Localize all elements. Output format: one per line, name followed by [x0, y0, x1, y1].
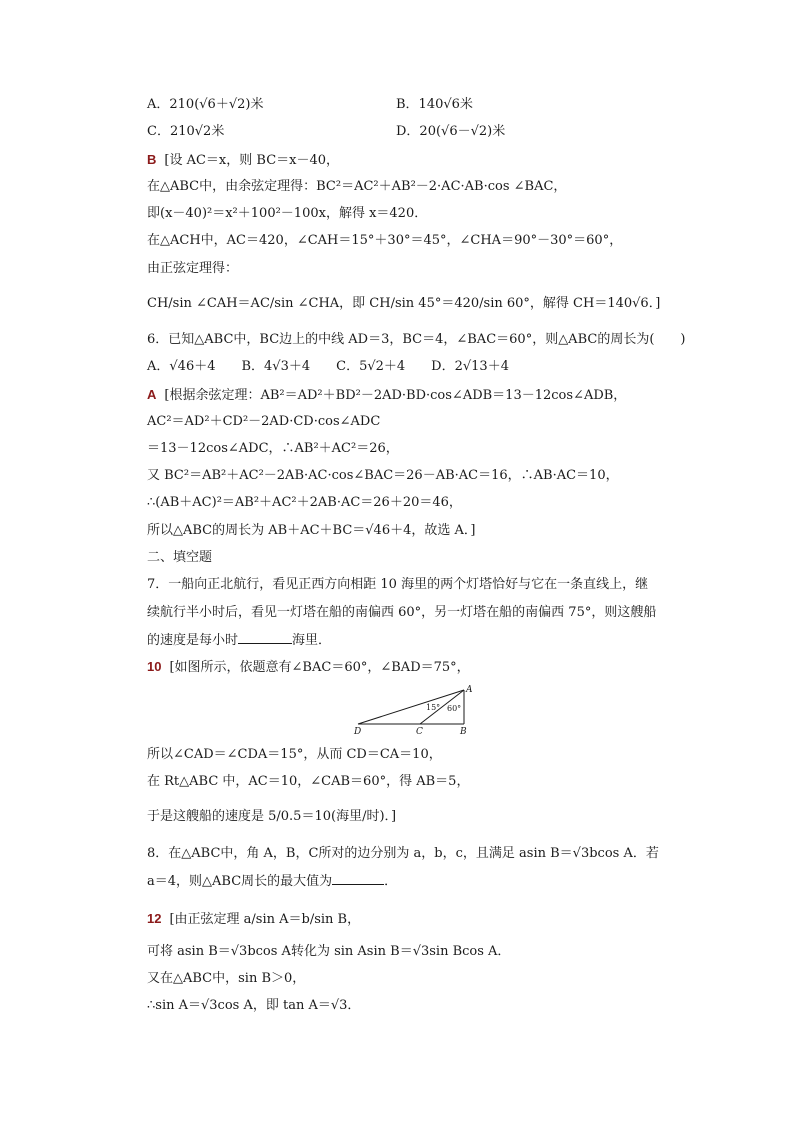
q8-stem-2b: ． — [384, 874, 398, 889]
q7-stem-2: 续航行半小时后，看见一灯塔在船的南偏西 60°，另一灯塔在船的南偏西 75°，则这艘船 — [147, 605, 657, 620]
q6-answer: A — [147, 387, 157, 402]
fig-label-c: C — [416, 727, 423, 737]
q8-stem-1: 8．在△ABC中，角 A，B，C所对的边分别为 a，b，c，且满足 asin B＝√3bcos A．若 — [147, 846, 659, 861]
q6-sol-2: AC²＝AD²＋CD²－2AD·CD·cos∠ADC — [147, 414, 381, 429]
q6-sol-6: 所以△ABC的周长为 AB＋AC＋BC＝√46＋4，故选 A．] — [147, 523, 476, 538]
q8-sol-1: [由正弦定理 a/sin A＝b/sin B， — [169, 912, 361, 927]
q7-sol-3: 在 Rt△ABC 中，AC＝10，∠CAB＝60°，得 AB＝5， — [147, 774, 470, 789]
q6-stem: 6．已知△ABC中，BC边上的中线 AD＝3，BC＝4，∠BAC＝60°，则△ABC的周长为( ) — [147, 332, 686, 347]
q7-solution-line-1 — [147, 658, 470, 677]
q5-sol-3: 即(x－40)²＝x²＋100²－100x，解得 x＝420． — [147, 206, 428, 221]
q5-option-c: C．210√2米 — [147, 124, 225, 139]
q7-sol-4: 于是这艘船的速度是 5/0.5＝10(海里/时)．] — [147, 809, 397, 824]
q8-answer: 12 — [147, 911, 162, 926]
fig-label-d: D — [354, 727, 362, 737]
q8-stem-2a: a＝4，则△ABC周长的最大值为 — [147, 874, 333, 889]
q6-sol-4: 又 BC²＝AB²＋AC²－2AB·AC·cos∠BAC＝26－AB·AC＝16，∴AB·AC＝10， — [147, 468, 619, 483]
q7-sol-2: 所以∠CAD＝∠CDA＝15°，从而 CD＝CA＝10， — [147, 747, 442, 762]
q5-option-d: D．20(√6－√2)米 — [396, 124, 506, 139]
q6-sol-1: [根据余弦定理：AB²＝AD²＋BD²－2AD·BD·cos∠ADB＝13－12cos∠ADB， — [164, 388, 627, 403]
q7-stem-3a: 的速度是每小时 — [147, 633, 239, 648]
fig-label-a: A — [466, 685, 473, 695]
q8-answer-blank — [332, 872, 384, 885]
fig-label-b: B — [460, 727, 467, 737]
section-title: 二、填空题 — [147, 550, 213, 565]
q6-solution-line-1 — [147, 386, 626, 405]
fig-angle-15: 15° — [426, 703, 441, 712]
q5-option-a: A．210(√6＋√2)米 — [147, 97, 264, 112]
q8-sol-3: 又在△ABC中，sin B＞0， — [147, 971, 306, 986]
q8-sol-2: 可将 asin B＝√3bcos A转化为 sin Asin B＝√3sin Bcos A． — [147, 944, 511, 959]
q7-stem-3b: 海里． — [292, 633, 332, 648]
q5-sol-2: 在△ABC中，由余弦定理得：BC²＝AC²＋AB²－2·AC·AB·cos ∠BAC， — [147, 179, 567, 194]
q5-sol-5: 由正弦定理得： — [147, 261, 239, 276]
q8-stem-2 — [147, 872, 397, 891]
q5-solution-line-1 — [147, 151, 339, 170]
q5-sol-1: [设 AC＝x，则 BC＝x－40， — [164, 153, 340, 168]
fig-angle-60: 60° — [447, 704, 462, 713]
q6-sol-3: ＝13－12cos∠ADC，∴AB²＋AC²＝26， — [147, 441, 399, 456]
q6-options: A．√46＋4 B．4√3＋4 C．5√2＋4 D．2√13＋4 — [147, 359, 509, 374]
q7-answer: 10 — [147, 659, 162, 674]
q7-sol-1: [如图所示，依题意有∠BAC＝60°，∠BAD＝75°， — [169, 660, 470, 675]
q5-answer: B — [147, 152, 157, 167]
q6-sol-5: ∴(AB＋AC)²＝AB²＋AC²＋2AB·AC＝26＋20＝46， — [147, 495, 462, 510]
q5-option-b: B．140√6米 — [396, 97, 473, 112]
q5-sol-6: CH/sin ∠CAH＝AC/sin ∠CHA，即 CH/sin 45°＝420/sin 60°，解得 CH＝140√6．] — [147, 296, 661, 311]
q8-solution-line-1 — [147, 910, 360, 929]
q8-sol-4: ∴sin A＝√3cos A，即 tan A＝√3． — [147, 998, 361, 1013]
q7-stem-3 — [147, 631, 331, 650]
q7-triangle-figure — [352, 684, 482, 738]
q5-sol-4: 在△ACH中，AC＝420，∠CAH＝15°＋30°＝45°，∠CHA＝90°－30°＝60°， — [147, 233, 623, 248]
q7-answer-blank — [238, 631, 292, 644]
q7-stem-1: 7．一船向正北航行，看见正西方向相距 10 海里的两个灯塔恰好与它在一条直线上，继 — [147, 577, 649, 592]
